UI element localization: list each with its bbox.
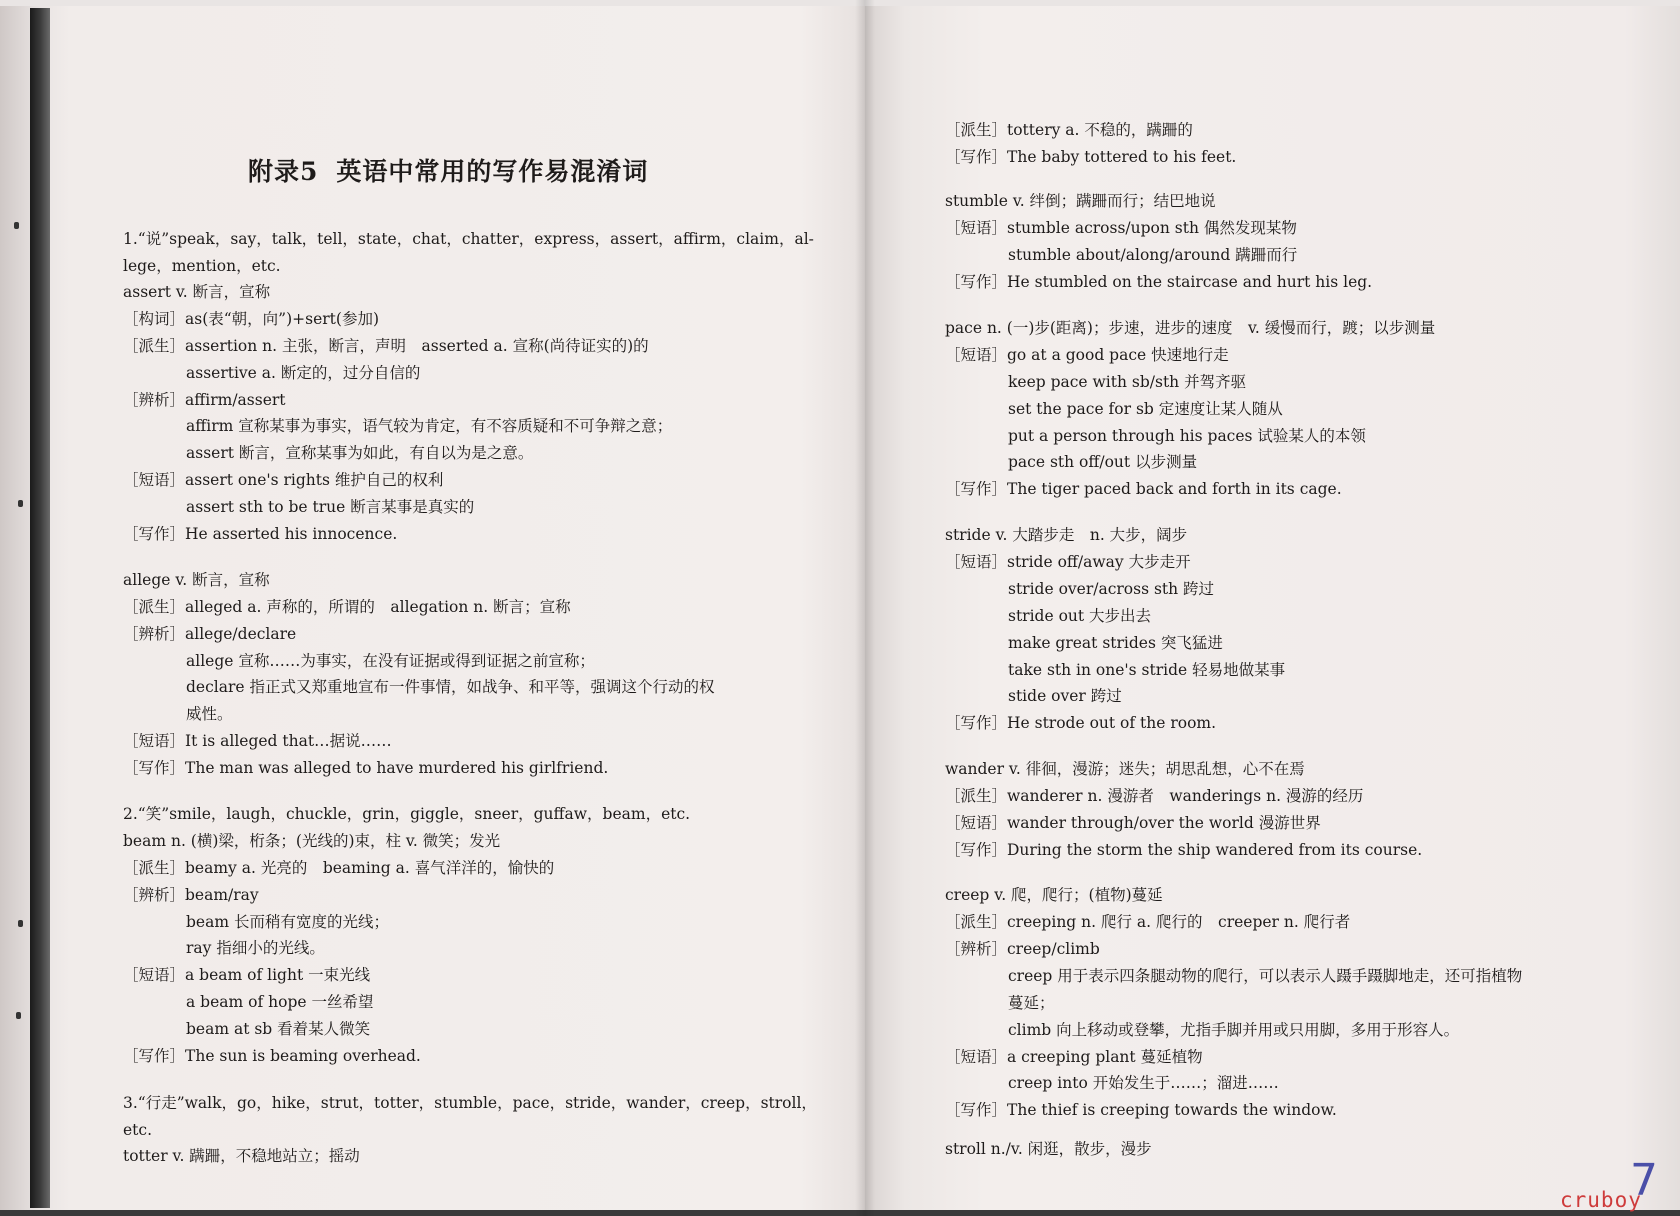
pace-phrase: put a person through his paces 试验某人的本领 — [1008, 427, 1366, 445]
pace-phrase: keep pace with sb/sth 并驾齐驱 — [1008, 373, 1247, 391]
stride-phrase: make great strides 突飞猛进 — [1008, 634, 1223, 652]
beam-distinction: ［辨析］beam/ray — [123, 886, 259, 904]
pace-phrase: set the pace for sb 定速度让某人随从 — [1008, 400, 1283, 418]
beam-distinction-line: ray 指细小的光线。 — [186, 939, 325, 957]
section-2-heading: 2.“笑”smile，laugh，chuckle，grin，giggle，sneer，guffaw，beam，etc. — [123, 805, 691, 823]
top-edge — [0, 0, 1680, 6]
entry-pace: pace n. (一)步(距离)；步速，进步的速度 v. 缓慢而行，踱；以步测量 — [945, 319, 1436, 337]
wander-writing: ［写作］During the storm the ship wandered from its course. — [945, 841, 1423, 859]
beam-derivatives: ［派生］beamy a. 光亮的 beaming a. 喜气洋洋的，愉快的 — [123, 859, 555, 877]
binding-hole — [18, 920, 23, 927]
assert-distinction: ［辨析］affirm/assert — [123, 391, 286, 409]
stumble-writing: ［写作］He stumbled on the staircase and hurt his leg. — [945, 273, 1373, 291]
center-fold — [855, 0, 875, 1216]
binding-hole — [16, 1012, 21, 1019]
appendix-title-text: 英语中常用的写作易混淆词 — [336, 157, 649, 186]
beam-phrase: beam at sb 看着某人微笑 — [186, 1020, 371, 1038]
allege-distinction-line: declare 指正式又郑重地宣布一件事情，如战争、和平等，强调这个行动的权 — [186, 678, 715, 696]
creep-distinction-line: 蔓延； — [1008, 994, 1055, 1012]
beam-phrase: a beam of hope 一丝希望 — [186, 993, 374, 1011]
allege-distinction-line: 威性。 — [186, 705, 233, 723]
wander-derivatives: ［派生］wanderer n. 漫游者 wanderings n. 漫游的经历 — [945, 787, 1364, 805]
assert-distinction-line: affirm 宣称某事为事实，语气较为肯定，有不容质疑和不可争辩之意； — [186, 417, 673, 435]
assert-phrases: ［短语］assert one's rights 维护自己的权利 — [123, 471, 444, 489]
pace-writing: ［写作］The tiger paced back and forth in its cage. — [945, 480, 1342, 498]
allege-writing: ［写作］The man was alleged to have murdered his girlfriend. — [123, 759, 609, 777]
bottom-edge — [0, 1210, 1680, 1216]
entry-beam: beam n. (横)梁，桁条；(光线的)束，柱 v. 微笑；发光 — [123, 832, 501, 850]
stride-phrase: stide over 跨过 — [1008, 687, 1122, 705]
stumble-phrases: ［短语］stumble across/upon sth 偶然发现某物 — [945, 219, 1297, 237]
appendix-title — [248, 152, 648, 188]
watermark: cruboy — [1560, 1188, 1642, 1212]
stride-phrase: stride over/across sth 跨过 — [1008, 580, 1215, 598]
book-spine — [30, 8, 50, 1208]
creep-distinction: ［辨析］creep/climb — [945, 940, 1100, 958]
section-3-heading: 3.“行走”walk，go，hike，strut，totter，stumble，pace，stride，wander，creep，stroll， — [123, 1094, 817, 1112]
stumble-phrase: stumble about/along/around 蹒跚而行 — [1008, 246, 1298, 264]
entry-assert: assert v. 断言，宣称 — [123, 283, 271, 301]
appendix-number: 附录5 — [248, 157, 319, 186]
allege-derivatives: ［派生］alleged a. 声称的，所谓的 allegation n. 断言；宣称 — [123, 598, 571, 616]
entry-allege: allege v. 断言，宣称 — [123, 571, 270, 589]
beam-writing: ［写作］The sun is beaming overhead. — [123, 1047, 421, 1065]
beam-phrases: ［短语］a beam of light 一束光线 — [123, 966, 371, 984]
assert-distinction-line: assert 断言，宣称某事为如此，有自以为是之意。 — [186, 444, 534, 462]
creep-derivatives: ［派生］creeping n. 爬行 a. 爬行的 creeper n. 爬行者 — [945, 913, 1351, 931]
assert-writing: ［写作］He asserted his innocence. — [123, 525, 398, 543]
totter-writing: ［写作］The baby tottered to his feet. — [945, 148, 1237, 166]
allege-distinction: ［辨析］allege/declare — [123, 625, 297, 643]
wander-phrases: ［短语］wander through/over the world 漫游世界 — [945, 814, 1321, 832]
entry-stroll: stroll n./v. 闲逛，散步，漫步 — [945, 1140, 1152, 1158]
stride-phrase: stride out 大步出去 — [1008, 607, 1152, 625]
stride-phrase: take sth in one's stride 轻易地做某事 — [1008, 661, 1286, 679]
entry-wander: wander v. 徘徊，漫游；迷失；胡思乱想，心不在焉 — [945, 760, 1305, 778]
entry-creep: creep v. 爬，爬行；(植物)蔓延 — [945, 886, 1163, 904]
handwritten-page-number: 7 — [1630, 1155, 1658, 1206]
binding-hole — [18, 500, 23, 507]
entry-totter: totter v. 蹒跚，不稳地站立；摇动 — [123, 1147, 360, 1165]
section-3-heading-cont: etc. — [123, 1121, 153, 1139]
creep-phrases: ［短语］a creeping plant 蔓延植物 — [945, 1048, 1203, 1066]
creep-phrase: creep into 开始发生于……；溜进…… — [1008, 1074, 1279, 1092]
section-1-heading-cont: lege，mention，etc. — [123, 257, 281, 275]
totter-derivatives: ［派生］tottery a. 不稳的，蹒跚的 — [945, 121, 1193, 139]
pace-phrase: pace sth off/out 以步测量 — [1008, 453, 1198, 471]
pace-phrases: ［短语］go at a good pace 快速地行走 — [945, 346, 1229, 364]
allege-phrases: ［短语］It is alleged that…据说…… — [123, 732, 392, 750]
binding-hole — [14, 222, 19, 229]
beam-distinction-line: beam 长而稍有宽度的光线； — [186, 913, 389, 931]
creep-distinction-line: climb 向上移动或登攀，尤指手脚并用或只用脚，多用于形容人。 — [1008, 1021, 1460, 1039]
stride-writing: ［写作］He strode out of the room. — [945, 714, 1217, 732]
assert-derivatives: ［派生］assertion n. 主张，断言，声明 asserted a. 宣称(尚待证实的)的 — [123, 337, 649, 355]
creep-writing: ［写作］The thief is creeping towards the window. — [945, 1101, 1337, 1119]
assert-formation: ［构词］as(表“朝，向”)+sert(参加) — [123, 310, 379, 328]
stride-phrases: ［短语］stride off/away 大步走开 — [945, 553, 1191, 571]
entry-stumble: stumble v. 绊倒；蹒跚而行；结巴地说 — [945, 192, 1216, 210]
assert-phrase: assert sth to be true 断言某事是真实的 — [186, 498, 475, 516]
section-1-heading: 1.“说”speak，say，talk，tell，state，chat，chatter，express，assert，affirm，claim，al- — [123, 230, 814, 248]
entry-stride: stride v. 大踏步走 n. 大步，阔步 — [945, 526, 1188, 544]
assert-derivatives-cont: assertive a. 断定的，过分自信的 — [186, 364, 421, 382]
creep-distinction-line: creep 用于表示四条腿动物的爬行，可以表示人蹑手蹑脚地走，还可指植物 — [1008, 967, 1523, 985]
allege-distinction-line: allege 宣称……为事实，在没有证据或得到证据之前宣称； — [186, 652, 595, 670]
